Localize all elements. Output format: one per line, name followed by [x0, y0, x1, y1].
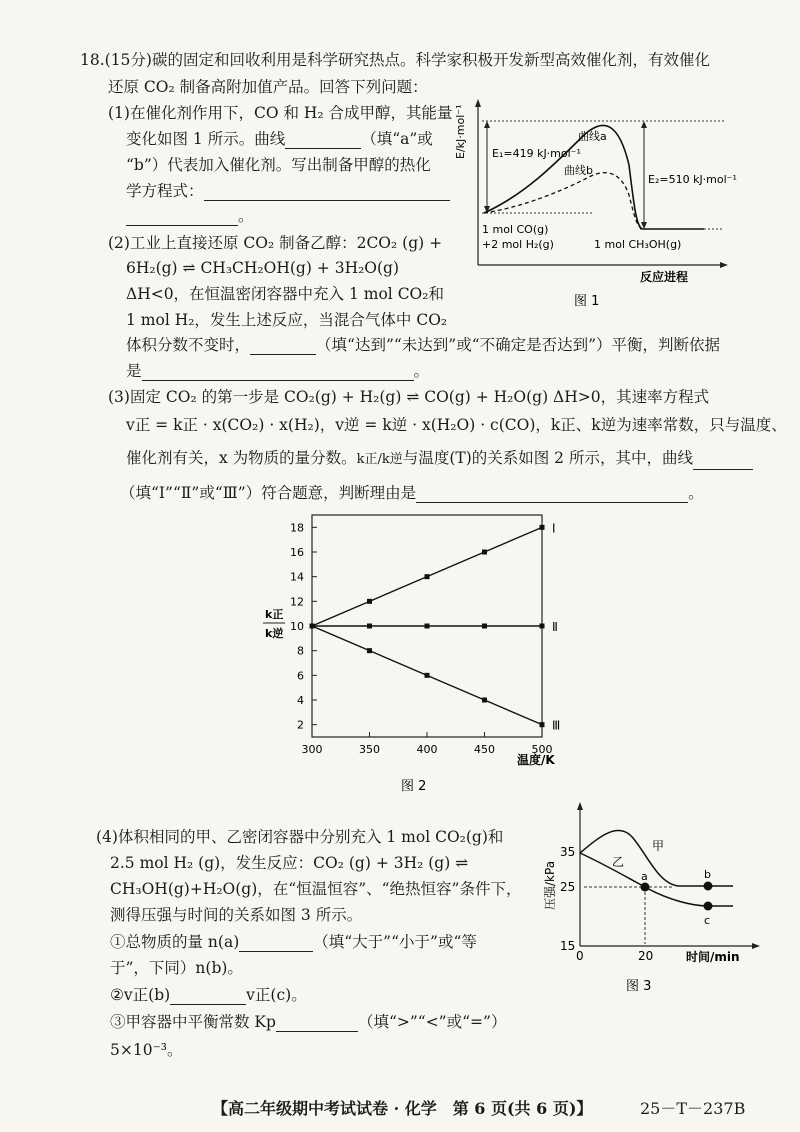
fig2-point: [482, 698, 487, 703]
fig3-a-label: a: [641, 870, 648, 883]
p3-line4: [120, 483, 704, 503]
p2-line6-text: 是: [126, 362, 142, 380]
fig2-point: [367, 624, 372, 629]
p1-line2: [126, 129, 433, 149]
fig2-series-label-2: Ⅱ: [552, 620, 558, 634]
fig3-point-c: [704, 902, 713, 911]
fig1-xlabel: 反应进程: [640, 270, 689, 284]
fig2-point: [310, 624, 315, 629]
fig1-curve-a-label: 曲线a: [578, 130, 607, 143]
p1-line4-text: 学方程式：: [126, 182, 204, 200]
fig2-xlabel: 温度/K: [517, 753, 555, 767]
q18-intro-line1: 18.(15分)碳的固定和回收利用是科学研究热点。科学家积极开发新型高效催化剂，有效催化: [80, 51, 710, 69]
p2-line5-tail: （填“达到”“未达到”或“不确定是否达到”）平衡，判断依据: [316, 336, 721, 354]
p3-line4-text: （填“Ⅰ”“Ⅱ”或“Ⅲ”）符合题意，判断理由是: [120, 484, 417, 502]
p3-line3: [126, 448, 753, 470]
fig3-caption: 图 3: [626, 979, 652, 994]
p3-ratio: k正/k逆: [356, 452, 403, 467]
fig2-point: [367, 599, 372, 604]
fig3-yi-label: 乙: [612, 855, 625, 869]
p3-line3-tail: 与温度(T)的关系如图 2 所示，其中，曲线: [402, 449, 693, 467]
p4-line6: 于”，下同）n(b)。: [110, 959, 243, 977]
fig1-reactants-2: +2 mol H₂(g): [482, 238, 554, 251]
p4-blank-na-nb[interactable]: [239, 935, 313, 952]
fig2-ytick-label: 14: [290, 570, 304, 584]
fig3-point-b: [704, 882, 713, 891]
p4-line5-text: ①总物质的量 n(a): [110, 933, 240, 951]
fig3-x0: 0: [576, 949, 584, 963]
fig3-ylabel: 压强/kPa: [543, 860, 557, 910]
p3-line3-text: 催化剂有关，x 为物质的量分数。: [126, 449, 357, 467]
fig2-ytick-label: 18: [290, 521, 304, 535]
p2-blank-basis[interactable]: [142, 364, 414, 381]
p2-line5-text: 体积分数不变时，: [126, 336, 251, 354]
p1-period: 。: [238, 207, 254, 225]
fig1-e2-label: E₂=510 kJ·mol⁻¹: [648, 173, 737, 186]
p4-line8-tail: （填“>”“<”或“=”）: [357, 1013, 507, 1031]
p1-line1: (1)在催化剂作用下，CO 和 H₂ 合成甲醇，其能量: [108, 104, 453, 122]
figure-1-energy-diagram: [454, 95, 744, 310]
fig3-b-label: b: [704, 868, 711, 881]
fig2-ylabel-bottom: k逆: [265, 627, 284, 640]
fig3-c-label: c: [704, 914, 711, 927]
fig2-ytick-label: 16: [290, 546, 304, 559]
p4-line5-tail: （填“大于”“小于”或“等: [313, 933, 477, 951]
p3-blank-reason[interactable]: [416, 486, 688, 503]
p3-line4-tail: 。: [688, 484, 704, 502]
fig2-point: [482, 624, 487, 629]
fig2-ylabel-top: k正: [265, 608, 284, 621]
p1-line2-tail: （填“a”或: [361, 130, 433, 148]
p1-line2-text: 变化如图 1 所示。曲线: [126, 130, 286, 148]
fig3-point-a: [641, 883, 650, 892]
p2-line3: ΔH<0，在恒温密闭容器中充入 1 mol CO₂和: [126, 285, 444, 303]
fig2-series-label-1: Ⅰ: [552, 521, 556, 536]
fig1-ylabel: E/kJ·mol⁻¹: [454, 104, 467, 159]
p4-line5: [110, 932, 477, 952]
p1-blank-equation[interactable]: [204, 184, 450, 201]
p1-line4: [126, 181, 450, 201]
fig3-y15: 15: [560, 939, 576, 953]
fig2-point: [425, 574, 430, 579]
fig1-curve-b-label: 曲线b: [564, 164, 593, 177]
fig2-xtick-label: 400: [416, 743, 438, 756]
p2-line6: [126, 361, 429, 381]
p2-line2: 6H₂(g) ⇌ CH₃CH₂OH(g) + 3H₂O(g): [126, 259, 400, 277]
p4-line1: (4)体积相同的甲、乙密闭容器中分别充入 1 mol CO₂(g)和: [96, 828, 504, 846]
fig2-point: [540, 722, 545, 727]
p4-line7: [110, 985, 307, 1005]
footer-code: 25－T－237B: [640, 1099, 746, 1118]
fig2-series-label-3: Ⅲ: [552, 718, 561, 733]
p2-line1: (2)工业上直接还原 CO₂ 制备乙醇：2CO₂ (g) +: [108, 234, 443, 252]
p4-blank-rate[interactable]: [170, 988, 246, 1005]
p4-line8: [110, 1012, 506, 1032]
p2-line4: 1 mol H₂，发生上述反应，当混合气体中 CO₂: [126, 311, 448, 329]
q18-intro-line2: 还原 CO₂ 制备高附加值产品。回答下列问题：: [108, 78, 428, 96]
p4-line4: 测得压强与时间的关系如图 3 所示。: [110, 906, 363, 924]
p3-blank-curve[interactable]: [693, 453, 753, 470]
p4-line3: CH₃OH(g)+H₂O(g)，在“恒温恒容”、“绝热恒容”条件下，: [110, 880, 522, 898]
p1-line5: [126, 206, 254, 226]
p4-line7-tail: v正(c)。: [246, 986, 307, 1004]
figure-2-chart: [255, 505, 585, 795]
fig2-ytick-label: 12: [290, 595, 304, 609]
p2-line5: [126, 335, 720, 355]
footer-title: 【高二年级期中考试试卷 · 化学 第 6 页(共 6 页)】: [212, 1099, 593, 1118]
p3-line2: v正 = k正 · x(CO₂) · x(H₂)，v逆 = k逆 · x(H₂O) · c(CO)，k正、k逆为速率常数，只与温度、: [126, 416, 787, 434]
fig2-ytick-label: 10: [290, 620, 304, 633]
p4-line7-text: ②v正(b): [110, 986, 171, 1004]
p4-line9: 5×10⁻³。: [110, 1041, 183, 1059]
p1-blank-equation-cont[interactable]: [126, 209, 238, 226]
fig3-y35: 35: [560, 845, 576, 859]
fig2-point: [367, 648, 372, 653]
p4-line2: 2.5 mol H₂ (g)，发生反应：CO₂ (g) + 3H₂ (g) ⇌: [110, 854, 469, 872]
p1-line3: “b”）代表加入催化剂。写出制备甲醇的热化: [126, 156, 431, 174]
p1-blank-curve[interactable]: [285, 132, 361, 149]
fig2-ytick-label: 4: [297, 694, 304, 707]
fig2-point: [540, 525, 545, 530]
fig2-point: [425, 673, 430, 678]
fig2-caption: 图 2: [401, 779, 427, 794]
p3-line1: (3)固定 CO₂ 的第一步是 CO₂(g) + H₂(g) ⇌ CO(g) + H₂O(g) ΔH>0，其速率方程式: [108, 388, 710, 406]
fig2-xtick-label: 350: [359, 743, 380, 756]
figure-3-pressure-diagram: [528, 798, 768, 998]
fig3-xlabel: 时间/min: [686, 950, 740, 964]
fig2-xtick-label: 450: [474, 743, 495, 756]
fig2-point: [482, 550, 487, 555]
fig2-point: [540, 624, 545, 629]
fig2-ytick-label: 2: [297, 718, 304, 732]
fig2-ytick-label: 8: [297, 644, 304, 658]
fig2-ytick-label: 6: [297, 669, 304, 683]
p4-blank-kp[interactable]: [276, 1015, 358, 1032]
p2-period: 。: [413, 362, 430, 380]
fig1-product: 1 mol CH₃OH(g): [594, 238, 682, 251]
fig2-xtick-label: 300: [301, 743, 323, 756]
fig3-x20: 20: [638, 949, 654, 963]
fig1-caption: 图 1: [574, 294, 600, 309]
fig3-y25: 25: [560, 880, 576, 894]
p4-line8-text: ③甲容器中平衡常数 Kp: [110, 1013, 276, 1031]
fig1-e1-label: E₁=419 kJ·mol⁻¹: [492, 147, 581, 160]
fig2-point: [425, 624, 430, 629]
p2-blank-equilibrium[interactable]: [250, 338, 316, 355]
fig1-reactants-1: 1 mol CO(g): [482, 223, 549, 236]
fig3-jia-label: 甲: [652, 839, 665, 853]
fig2-xtick-label: 500: [531, 743, 553, 756]
